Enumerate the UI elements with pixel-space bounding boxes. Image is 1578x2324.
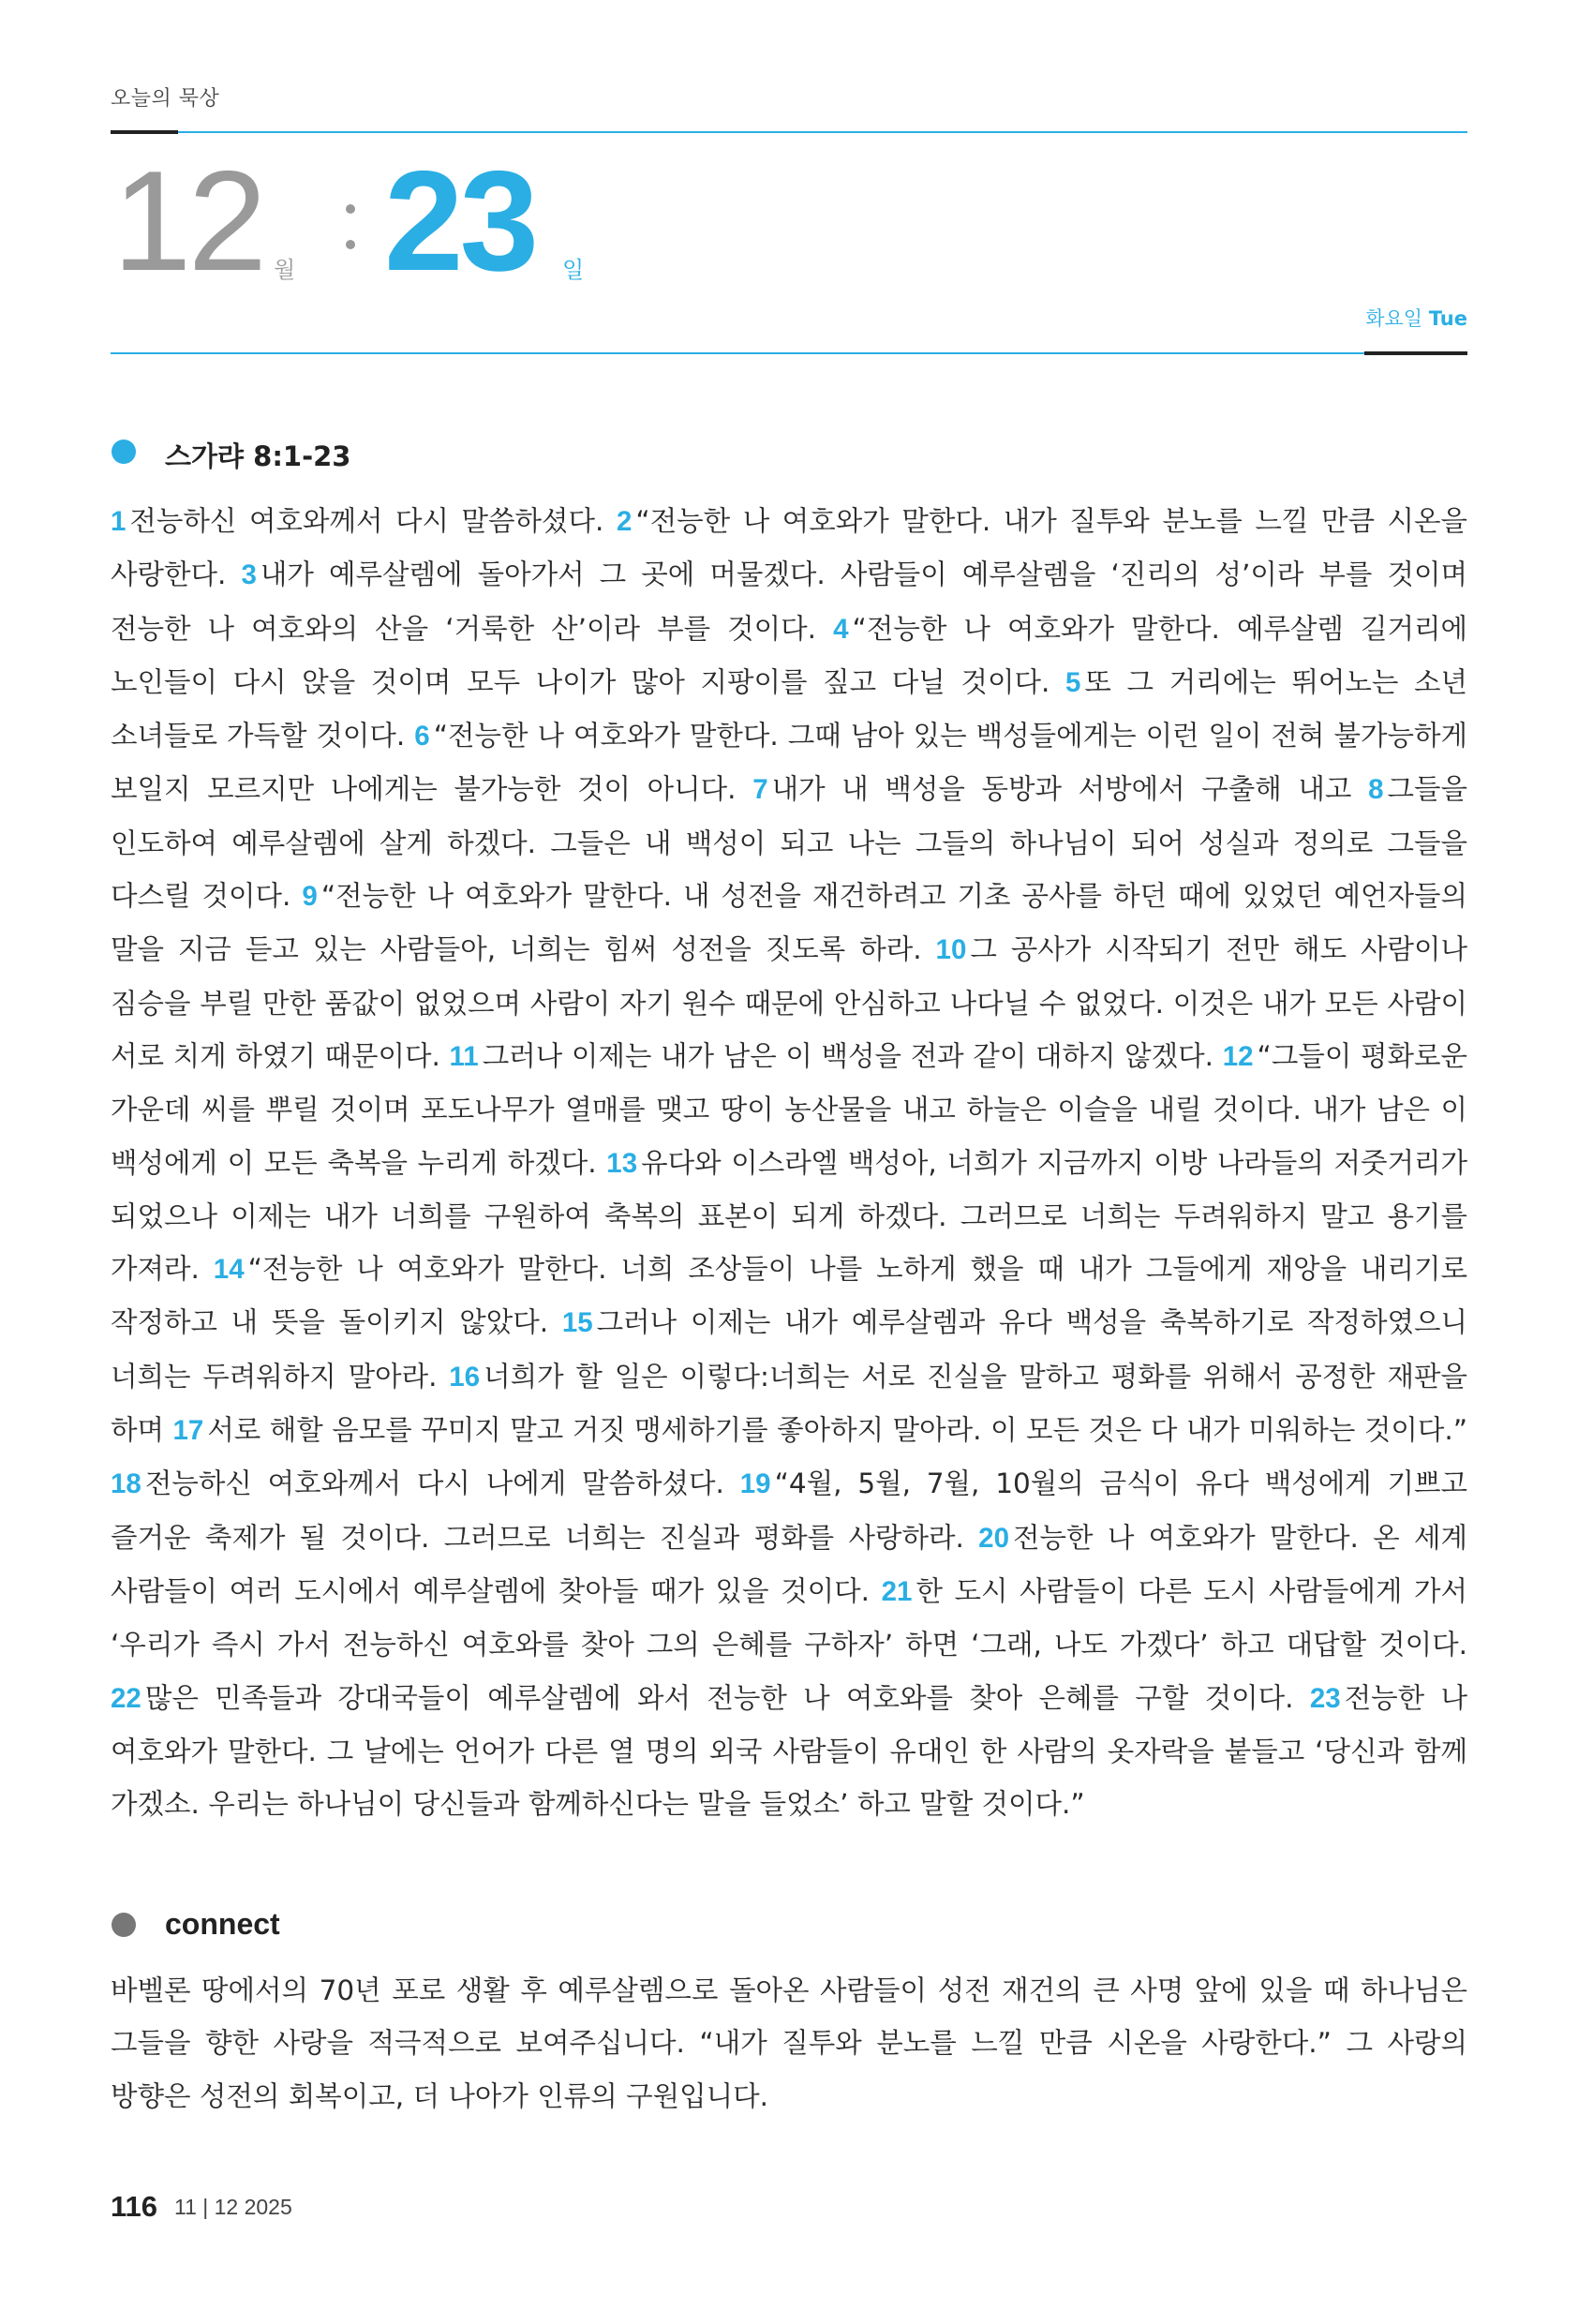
verse-number: 13 <box>606 1147 638 1179</box>
weekday-en: Tue <box>1428 307 1467 330</box>
verse-text: 전능한 나 여호와가 말한다. 그 날에는 언어가 다른 열 명의 외국 사람들이 유대인 한 사람의 옷자락을 붙들고 ‘당신과 함께 가겠소. 우리는 하나님이 당신들과 함께하신다는 말을 들었소’ 하고 말할 것이다.” <box>111 1681 1467 1821</box>
verse-number: 10 <box>935 934 967 966</box>
header-top-rule <box>111 131 1467 133</box>
header-bottom-rule-accent <box>1364 351 1467 355</box>
verse-text: 전능한 나 여호와가 말한다. 온 세계 사람들이 여러 도시에서 예루살렘에 찾아들 때가 있을 것이다. <box>111 1521 1467 1607</box>
verse-number: 4 <box>833 613 849 645</box>
verse-number: 9 <box>302 881 318 913</box>
verse-text: 전능하신 여호와께서 다시 말씀하셨다. <box>129 505 604 537</box>
header-top-rule-accent <box>111 130 178 134</box>
verse-text: 너희가 할 일은 이렇다:너희는 서로 진실을 말하고 평화를 위해서 공정한 재판을 하며 <box>111 1360 1467 1447</box>
issue-label: 11 | 12 2025 <box>174 2195 292 2219</box>
verse-number: 22 <box>111 1682 141 1714</box>
header-bottom-rule <box>111 352 1467 354</box>
verse-text: 내가 내 백성을 동방과 서방에서 구출해 내고 <box>771 773 1352 806</box>
verse-text: 유다와 이스라엘 백성아, 너희가 지금까지 이방 나라들의 저줏거리가 되었으나 이제는 내가 너희를 구원하여 축복의 표본이 되게 하겠다. 그러므로 너희는 두려워하지 말고 용기를 가져라. <box>111 1146 1467 1286</box>
verse-number: 5 <box>1064 666 1081 698</box>
verse-text: “전능한 나 여호와가 말한다. 예루살렘 길거리에 노인들이 다시 앉을 것이며 모두 나이가 많아 지팡이를 짚고 다닐 것이다. <box>111 612 1467 698</box>
verse-text: 한 도시 사람들이 다른 도시 사람들에게 가서 ‘우리가 즉시 가서 전능하신 여호와를 찾아 그의 은혜를 구하자’ 하면 ‘그래, 나도 가겠다’ 하고 대답할 것이다. <box>111 1574 1467 1661</box>
verse-number: 15 <box>561 1307 593 1339</box>
verse-number: 21 <box>881 1575 913 1607</box>
verse-text: 전능하신 여호와께서 다시 나에게 말씀하셨다. <box>144 1467 724 1500</box>
verse-number: 18 <box>111 1468 141 1500</box>
verse-number: 20 <box>978 1522 1009 1554</box>
verse-number: 17 <box>172 1415 204 1447</box>
verse-text: 많은 민족들과 강대국들이 예루살렘에 와서 전능한 나 여호와를 찾아 은혜를 구할 것이다. <box>144 1681 1294 1714</box>
connect-bullet-icon <box>112 1913 136 1937</box>
verse-text: 그러나 이제는 내가 남은 이 백성을 전과 같이 대하지 않겠다. <box>482 1039 1214 1072</box>
verse-text: “4월, 5월, 7월, 10월의 금식이 유다 백성에게 기쁘고 즐거운 축제가 될 것이다. 그러므로 너희는 진실과 평화를 사랑하라. <box>111 1467 1467 1554</box>
date-month: 12 <box>112 142 264 301</box>
verse-text: 그러나 이제는 내가 예루살렘과 유다 백성을 축복하기로 작정하였으니 너희는 두려워하지 말아라. <box>111 1306 1467 1393</box>
date-day: 23 <box>384 142 536 301</box>
date-day-unit: 일 <box>562 257 585 283</box>
verse-text: “그들이 평화로운 가운데 씨를 뿌릴 것이며 포도나무가 열매를 맺고 땅이 농산물을 내고 하늘은 이슬을 내릴 것이다. 내가 남은 이 백성에게 이 모든 축복을 누리게 하겠다. <box>111 1039 1467 1179</box>
scripture-bullet-icon <box>112 439 136 464</box>
verse-number: 8 <box>1368 774 1384 806</box>
verse-text: 또 그 거리에는 뛰어노는 소년 소녀들로 가득할 것이다. <box>111 665 1467 752</box>
verse-number: 11 <box>449 1040 479 1072</box>
weekday-ko: 화요일 <box>1365 307 1423 330</box>
verse-number: 14 <box>213 1254 245 1286</box>
section-label: 오늘의 묵상 <box>111 87 220 111</box>
connect-body: 바벨론 땅에서의 70년 포로 생활 후 예루살렘으로 돌아온 사람들이 성전 재건의 큰 사명 앞에 있을 때 하나님은 그들을 향한 사랑을 적극적으로 보여주십니다. “내가 질투와 분노를 느낄 만큼 시온을 사랑한다.” 그 사랑의 방향은 성전의 회복이고, 더 나아가 인류의 구원입니다. <box>111 1974 1467 2112</box>
scripture-reference: 스가랴 8:1-23 <box>165 440 351 472</box>
verse-number: 3 <box>241 559 257 591</box>
verse-text: “전능한 나 여호와가 말한다. 그때 남아 있는 백성들에게는 이런 일이 전혀 불가능하게 보일지 모르지만 나에게는 불가능한 것이 아니다. <box>111 720 1467 806</box>
date-separator-colon <box>343 199 358 255</box>
connect-title: connect <box>165 1907 280 1941</box>
date-month-unit: 월 <box>274 257 296 283</box>
verse-number: 6 <box>414 721 430 752</box>
weekday-label <box>1365 304 1467 332</box>
verse-number: 16 <box>449 1361 481 1393</box>
scripture-passage <box>111 495 1467 1830</box>
verse-number: 1 <box>111 506 127 537</box>
verse-number: 2 <box>616 506 633 537</box>
verse-number: 19 <box>739 1468 771 1500</box>
verse-number: 7 <box>752 774 768 806</box>
verse-number: 12 <box>1222 1040 1254 1072</box>
verse-text: 서로 해할 음모를 꾸미지 말고 거짓 맹세하기를 좋아하지 말아라. 이 모든 것은 다 내가 미워하는 것이다.” <box>207 1414 1467 1447</box>
verse-text: “전능한 나 여호와가 말한다. 너희 조상들이 나를 노하게 했을 때 내가 그들에게 재앙을 내리기로 작정하고 내 뜻을 돌이키지 않았다. <box>111 1253 1467 1339</box>
verse-text: 내가 예루살렘에 돌아가서 그 곳에 머물겠다. 사람들이 예루살렘을 ‘진리의 성’이라 부를 것이며 전능한 나 여호와의 산을 ‘거룩한 산’이라 부를 것이다. <box>111 559 1467 645</box>
page-number: 116 <box>111 2190 158 2223</box>
verse-text: “전능한 나 여호와가 말한다. 내 성전을 재건하려고 기초 공사를 하던 때에 있었던 예언자들의 말을 지금 듣고 있는 사람들아, 너희는 힘써 성전을 짓도록 하라. <box>111 880 1467 966</box>
verse-text: “전능한 나 여호와가 말한다. 내가 질투와 분노를 느낄 만큼 시온을 사랑한다. <box>111 505 1467 591</box>
verse-number: 23 <box>1309 1682 1341 1714</box>
verse-text: 그들을 인도하여 예루살렘에 살게 하겠다. 그들은 내 백성이 되고 나는 그들의 하나님이 되어 성실과 정의로 그들을 다스릴 것이다. <box>111 773 1467 913</box>
verse-text: 그 공사가 시작되기 전만 해도 사람이나 짐승을 부릴 만한 품값이 없었으며 사람이 자기 원수 때문에 안심하고 나다닐 수 없었다. 이것은 내가 모든 사람이 서로 치게 하였기 때문이다. <box>111 933 1467 1072</box>
